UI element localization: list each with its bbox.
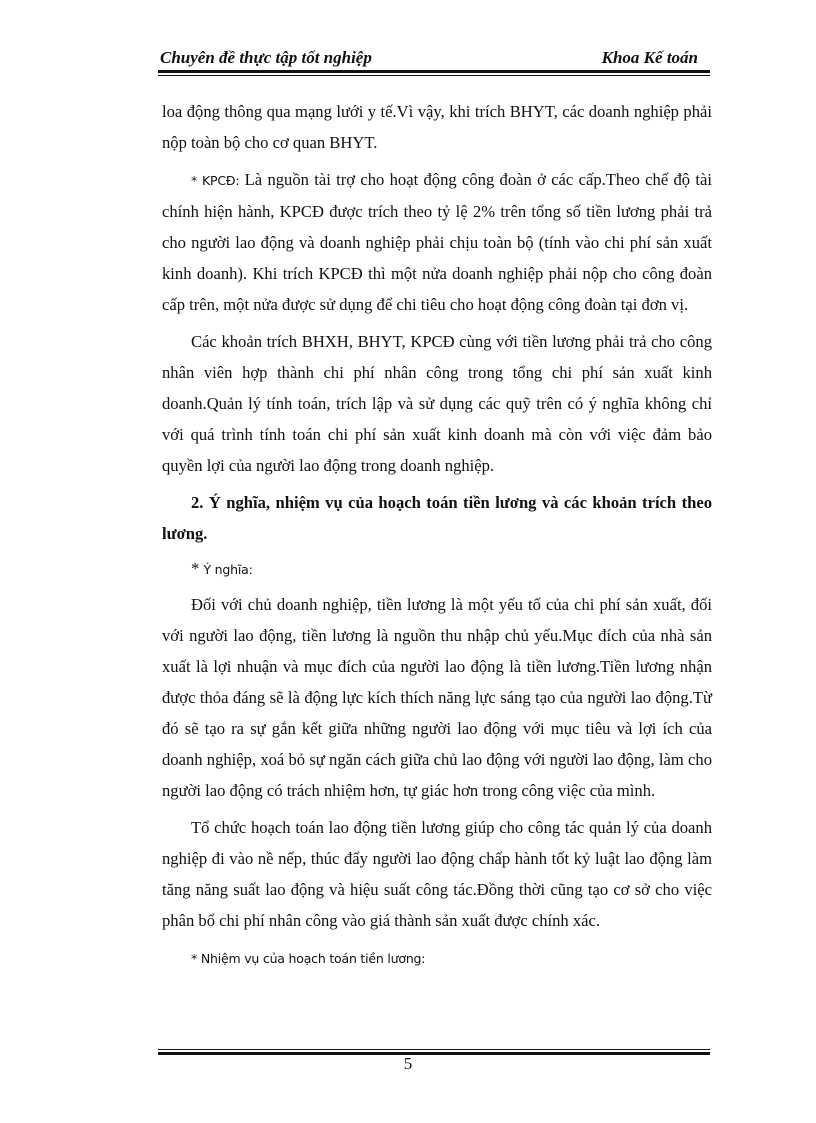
kpcd-label: * KPCĐ: <box>191 173 240 188</box>
subheading-tasks <box>162 942 712 974</box>
footer-divider-thin <box>158 1049 710 1050</box>
kpcd-text: Là nguồn tài trợ cho hoạt động công đoàn ở các cấp.Theo chế độ tài chính hiện hành, KPCĐ được trích theo tỷ lệ 2% trên tổng số tiền lương phải trả cho người lao động và doanh nghiệp phải chịu toàn bộ (tính vào chi phí sản xuất kinh doanh). Khi trích KPCĐ thì một nửa doanh nghiệp phải nộp cho công đoàn cấp trên, một nửa được sử dụng để chi tiêu cho hoạt động công đoàn tại đơn vị. <box>162 170 712 314</box>
section-heading: 2. Ý nghĩa, nhiệm vụ của hoạch toán tiền lương và các khoản trích theo lương. <box>162 493 712 543</box>
paragraph-organization: Tổ chức hoạch toán lao động tiền lương giúp cho công tác quản lý của doanh nghiệp đi vào nề nếp, thúc đẩy người lao động chấp hành tốt kỷ luật lao động làm tăng năng suất lao động và hiệu suất công tác.Đồng thời cũng tạo cơ sở cho việc phân bổ chi phí nhân công vào giá thành sản xuất được chính xác. <box>162 818 712 930</box>
page-header <box>158 46 710 70</box>
paragraph-bhyt: loa động thông qua mạng lưới y tế.Vì vậy, khi trích BHYT, các doanh nghiệp phải nộp toàn bộ cho cơ quan BHYT. <box>162 102 712 152</box>
paragraph-meaning: Đối với chủ doanh nghiệp, tiền lương là một yếu tố của chi phí sản xuất, đối với người lao động, tiền lương là nguồn thu nhập chủ yếu.Mục đích của nhà sản xuất là lợi nhuận và mục đích của người lao động là tiền lương.Tiền lương nhận được thỏa đáng sẽ là động lực kích thích năng lực sáng tạo của người lao động.Từ đó sẽ tạo ra sự gắn kết giữa những người lao động với mục tiêu và lợi ích của doanh nghiệp, xoá bỏ sự ngăn cách giữa chủ lao động với người lao động, làm cho người lao động có trách nhiệm hơn, tự giác hơn trong công việc của mình. <box>162 595 712 800</box>
header-divider <box>158 70 710 73</box>
header-left-title: Chuyên đề thực tập tốt nghiệp <box>160 48 372 67</box>
paragraph-deductions: Các khoản trích BHXH, BHYT, KPCĐ cùng với tiền lương phải trả cho công nhân viên hợp thành chi phí nhân công trong tổng chi phí sản xuất kinh doanh.Quản lý tính toán, trích lập và sử dụng các quỹ trên có ý nghĩa không chỉ với quá trình tính toán chi phí sản xuất kinh doanh mà còn với việc đảm bảo quyền lợi của người lao động trong doanh nghiệp. <box>162 332 712 475</box>
subheading-meaning-text: Ý nghĩa: <box>203 562 253 577</box>
subheading-meaning-star: * <box>191 559 204 578</box>
header-divider-thin <box>158 75 710 76</box>
subheading-tasks-text: * Nhiệm vụ của hoạch toán tiền lương: <box>191 951 426 966</box>
paragraph-kpcd <box>162 164 712 320</box>
document-body <box>162 96 712 978</box>
header-right-title: Khoa Kế toán <box>601 48 698 67</box>
subheading-meaning <box>162 553 712 585</box>
page-number: 5 <box>403 1054 413 1073</box>
